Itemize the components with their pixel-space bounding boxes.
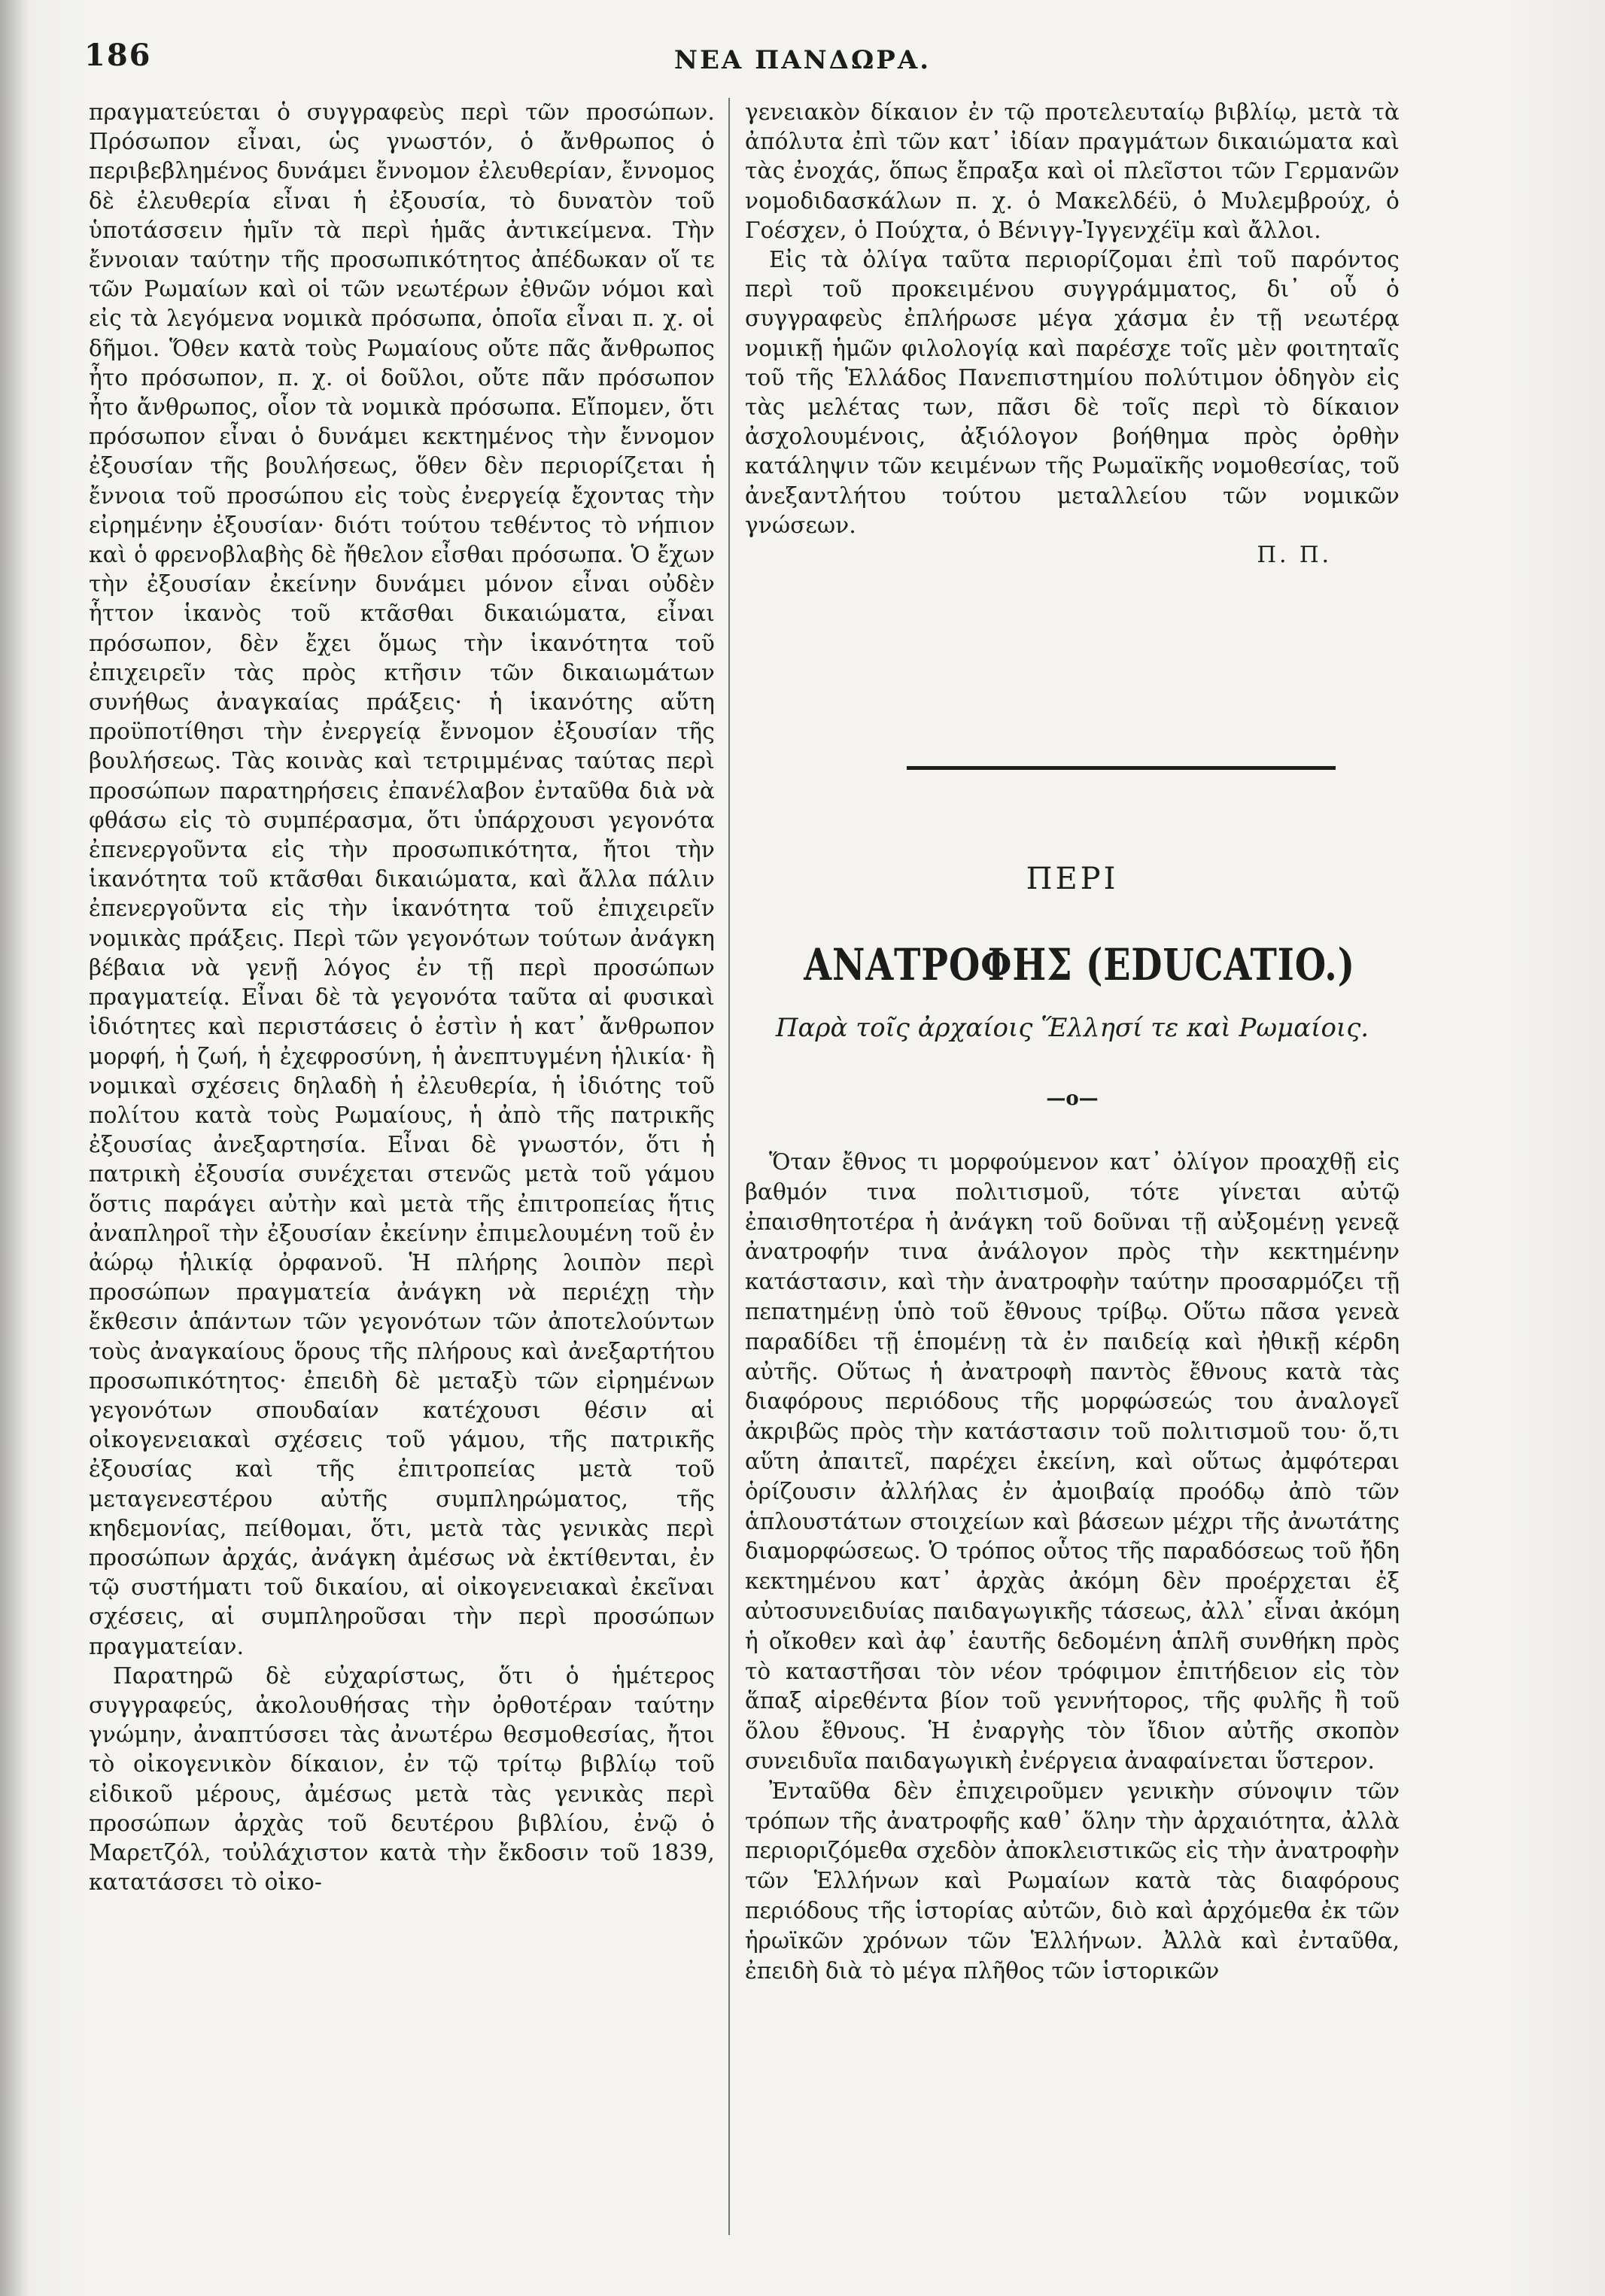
running-title: ΝΕΑ ΠΑΝΔΩΡΑ. [673,45,932,75]
right-continuation-paragraph: γενειακὸν δίκαιον ἐν τῷ προτελευταίῳ βιβλίῳ, μετὰ τὰ ἀπόλυτα ἐπὶ τῶν κατ᾽ ἰδίαν πραγμάτων δικαιώματα καὶ τὰς ἐνοχάς, ὅπως ἔπραξα καὶ οἱ πλεῖστοι τῶν Γερμανῶν νομοδιδασκάλων π. χ. ὁ Μακελδέϋ, ὁ Μυλεμβρούχ, ὁ Γοέσχεν, ὁ Πούχτα, ὁ Βένιγγ-Ἰγγενχέϊμ καὶ ἄλλοι. [745,99,1400,243]
right-column-upper [745,98,1400,570]
article-separator: —o— [1046,1087,1099,1110]
right-closing-paragraph: Εἰς τὰ ὀλίγα ταῦτα περιορίζομαι ἐπὶ τοῦ παρόντος περὶ τοῦ προκειμένου συγγράμματος, δι᾽ οὗ ὁ συγγραφεὺς ἐπλήρωσε μέγα χάσμα ἐν τῇ νεωτέρᾳ νομικῇ ἡμῶν φιλολογίᾳ καὶ παρέσχε τοῖς μὲν φοιτηταῖς τοῦ τῆς Ἑλλάδος Πανεπιστημίου πολύτιμον ὁδηγὸν εἰς τὰς μελέτας των, πᾶσι δὲ τοῖς περὶ τὸ δίκαιον ἀσχολουμένοις, ἀξιόλογον βοήθημα πρὸς ὀρθὴν κατάληψιν τῶν κειμένων τῆς Ρωμαϊκῆς νομοθεσίας, τοῦ ἀνεξαντλήτου τούτου μεταλλείου τῶν νομικῶν γνώσεων. [745,247,1400,538]
page-number: 186 [84,38,152,73]
section-rule [907,766,1336,770]
article-subtitle: Παρὰ τοῖς ἀρχαίοις Ἕλλησί τε καὶ Ρωμαίοις. [775,1013,1369,1043]
author-signature: Π. Π. [1257,542,1332,568]
column-divider [728,98,730,2235]
article-title: ΑΝΑΤΡΟΦΗΣ (EDUCATIO.) [804,939,1355,990]
left-column [89,98,715,1897]
article-over-title: ΠΕΡΙ [1026,862,1119,896]
left-paragraph-1: πραγματεύεται ὁ συγγραφεὺς περὶ τῶν προσώπων. Πρόσωπον εἶναι, ὡς γνωστόν, ὁ ἄνθρωπος ὁ περιβεβλημένος δυνάμει ἔννομον ἐλευθερίαν, ἔννομος δὲ ἐλευθερία εἶναι ἡ ἐξουσία, τὸ δυνατὸν τοῦ ὑποτάσσειν ἡμῖν τὰ περὶ ἡμᾶς ἀντικείμενα. Τὴν ἔννοιαν ταύτην τῆς προσωπικότητος ἀπέδωκαν οἵ τε τῶν Ρωμαίων καὶ οἱ τῶν νεωτέρων ἐθνῶν νόμοι καὶ εἰς τὰ λεγόμενα νομικὰ πρόσωπα, ὁποῖα εἶναι π. χ. οἱ δῆμοι. Ὅθεν κατὰ τοὺς Ρωμαίους οὔτε πᾶς ἄνθρωπος ἦτο πρόσωπον, π. χ. οἱ δοῦλοι, οὔτε πᾶν πρόσωπον ἦτο ἄνθρωπος, οἷον τὰ νομικὰ πρόσωπα. Εἴπομεν, ὅτι πρόσωπον εἶναι ὁ δυνάμει κεκτημένος τὴν ἔννομον ἐξουσίαν τῆς βουλήσεως, ὅθεν δὲν περιορίζεται ἡ ἔννοια τοῦ προσώπου εἰς τοὺς ἐνεργείᾳ ἔχοντας τὴν εἰρημένην ἐξουσίαν· διότι τούτου τεθέντος τὸ νήπιον καὶ ὁ φρενοβλαβὴς δὲ ἤθελον εἶσθαι πρόσωπα. Ὁ ἔχων τὴν ἐξουσίαν ἐκείνην δυνάμει μόνον εἶναι οὐδὲν ἧττον ἱκανὸς τοῦ κτᾶσθαι δικαιώματα, εἶναι πρόσωπον, δὲν ἔχει ὅμως τὴν ἱκανότητα τοῦ ἐπιχειρεῖν τὰς πρὸς κτῆσιν τῶν δικαιωμάτων συνήθως ἀναγκαίας πράξεις· ἡ ἱκανότης αὕτη προϋποτίθησι τὴν ἐνεργείᾳ ἔννομον ἐξουσίαν τῆς βουλήσεως. Τὰς κοινὰς καὶ τετριμμένας ταύτας περὶ προσώπων παρατηρήσεις ἐπανέλαβον ἐνταῦθα διὰ νὰ φθάσω εἰς τὸ συμπέρασμα, ὅτι ὑπάρχουσι γεγονότα ἐπενεργοῦντα εἰς τὴν προσωπικότητα, ἤτοι τὴν ἱκανότητα τοῦ κτᾶσθαι δικαιώματα, καὶ ἄλλα πάλιν ἐπενεργοῦντα εἰς τὴν ἱκανότητα τοῦ ἐπιχειρεῖν νομικὰς πράξεις. Περὶ τῶν γεγονότων τούτων ἀνάγκη βέβαια νὰ γενῇ λόγος ἐν τῇ περὶ προσώπων πραγματείᾳ. Εἶναι δὲ τὰ γεγονότα ταῦτα αἱ φυσικαὶ ἰδιότητες καὶ περιστάσεις ὁ ἐστὶν ἡ κατ᾽ ἄνθρωπον μορφή, ἡ ζωή, ἡ ἐχεφροσύνη, ἡ ἀνεπτυγμένη ἡλικία· ἢ νομικαὶ σχέσεις δηλαδὴ ἡ ἐλευθερία, ἡ ἰδιότης τοῦ πολίτου κατὰ τοὺς Ρωμαίους, ἡ ἀπὸ τῆς πατρικῆς ἐξουσίας ἀνεξαρτησία. Εἶναι δὲ γνωστόν, ὅτι ἡ πατρικὴ ἐξουσία συνέχεται στενῶς μετὰ τοῦ γάμου ὅστις παράγει αὐτὴν καὶ μετὰ τῆς ἐπιτροπείας ἥτις ἀναπληροῖ τὴν ἐξουσίαν ἐκείνην ἐπιμελουμένη τοῦ ἐν ἀώρῳ ἡλικίᾳ ὀρφανοῦ. Ἡ πλήρης λοιπὸν περὶ προσώπων πραγματεία ἀνάγκη νὰ περιέχῃ τὴν ἔκθεσιν ἁπάντων τῶν γεγονότων τῶν ἀποτελούντων τοὺς ἀναγκαίους ὅρους τῆς πλήρους καὶ ἀνεξαρτήτου προσωπικότητος· ἐπειδὴ δὲ μεταξὺ τῶν εἰρημένων γεγονότων σπουδαίαν κατέχουσι θέσιν αἱ οἰκογενειακαὶ σχέσεις τοῦ γάμου, τῆς πατρικῆς ἐξουσίας καὶ τῆς ἐπιτροπείας μετὰ τοῦ μεταγενεστέρου αὐτῆς συμπληρώματος, τῆς κηδεμονίας, πείθομαι, ὅτι, μετὰ τὰς γενικὰς περὶ προσώπων ἀρχάς, ἀνάγκη ἀμέσως νὰ ἐκτίθενται, ἐν τῷ συστήματι τοῦ δικαίου, αἱ οἰκογενειακαὶ ἐκεῖναι σχέσεις, αἱ συμπληροῦσαι τὴν περὶ προσώπων πραγματείαν. [89,99,715,1659]
right-column-article-body [745,1148,1400,1986]
article-paragraph-1: Ὅταν ἔθνος τι μορφούμενον κατ᾽ ὀλίγον προαχθῇ εἰς βαθμόν τινα πολιτισμοῦ, τότε γίνεται αὐτῷ ἐπαισθητοτέρα ἡ ἀνάγκη τοῦ δοῦναι τῇ αὐξομένῃ γενεᾷ ἀνατροφήν τινα ἀνάλογον πρὸς τὴν κεκτημένην κατάστασιν, καὶ τὴν ἀνατροφὴν ταύτην προσαρμόζει τῇ πεπατημένῃ ὑπὸ τοῦ ἔθνους τρίβῳ. Οὕτω πᾶσα γενεὰ παραδίδει τῇ ἑπομένῃ τὰ ἐν παιδείᾳ καὶ ἠθικῇ κέρδη αὐτῆς. Οὕτως ἡ ἀνατροφὴ παντὸς ἔθνους κατὰ τὰς διαφόρους περιόδους τῆς μορφώσεώς του ἀναλογεῖ ἀκριβῶς πρὸς τὴν κατάστασιν τοῦ πολιτισμοῦ του· ὅ,τι αὕτη ἀπαιτεῖ, παρέχει ἐκείνη, καὶ οὕτως ἀμφότεραι ὁρίζουσιν ἀλλήλας ἐν ἀμοιβαίᾳ προόδῳ ἀπὸ τῶν ἁπλουστάτων στοιχείων καὶ βάσεων μέχρι τῆς ἀνωτάτης διαμορφώσεως. Ὁ τρόπος οὗτος τῆς παραδόσεως τοῦ ἤδη κεκτημένου κατ᾽ ἀρχὰς ἀκόμη δὲν προέρχεται ἐξ αὐτοσυνειδυίας παιδαγωγικῆς τάσεως, ἀλλ᾽ εἶναι ἀκόμη ἡ οἴκοθεν καὶ ἀφ᾽ ἑαυτῆς δεδομένη ἁπλῆ συνθήκη πρὸς τὸ καταστῆσαι τὸν νέον τρόφιμον ἐπιτήδειον εἰς τὸν ἅπαξ αἱρεθέντα βίον τοῦ γεννήτορος, τῆς φυλῆς ἢ τοῦ ὅλου ἔθνους. Ἡ ἐναργὴς τὸν ἴδιον αὐτῆς σκοπὸν συνειδυῖα παιδαγωγικὴ ἐνέργεια ἀναφαίνεται ὕστερον. [745,1149,1400,1774]
left-paragraph-2: Παρατηρῶ δὲ εὐχαρίστως, ὅτι ὁ ἡμέτερος συγγραφεύς, ἀκολουθήσας τὴν ὀρθοτέραν ταύτην γνώμην, ἀναπτύσσει τὰς ἀνωτέρω θεσμοθεσίας, ἤτοι τὸ οἰκογενικὸν δίκαιον, ἐν τῷ τρίτῳ βιβλίῳ τοῦ εἰδικοῦ μέρους, ἀμέσως μετὰ τὰς γενικὰς περὶ προσώπων ἀρχὰς τοῦ δευτέρου βιβλίου, ἐνῷ ὁ Μαρετζόλ, τοὐλάχιστον κατὰ τὴν ἔκδοσιν τοῦ 1839, κατατάσσει τὸ οἰκο- [89,1662,715,1896]
spine-shadow [0,0,30,2296]
article-paragraph-2: Ἐνταῦθα δὲν ἐπιχειροῦμεν γενικὴν σύνοψιν τῶν τρόπων τῆς ἀνατροφῆς καθ᾽ ὅλην τὴν ἀρχαιότητα, ἀλλὰ περιοριζόμεθα σχεδὸν ἀποκλειστικῶς εἰς τὴν ἀνατροφὴν τῶν Ἑλλήνων καὶ Ρωμαίων κατὰ τὰς διαφόρους περιόδους τῆς ἱστορίας αὐτῶν, διὸ καὶ ἀρχόμεθα ἐκ τῶν ἡρωϊκῶν χρόνων τῶν Ἑλλήνων. Ἀλλὰ καὶ ἐνταῦθα, ἐπειδὴ διὰ τὸ μέγα πλῆθος τῶν ἱστορικῶν [745,1777,1400,1984]
